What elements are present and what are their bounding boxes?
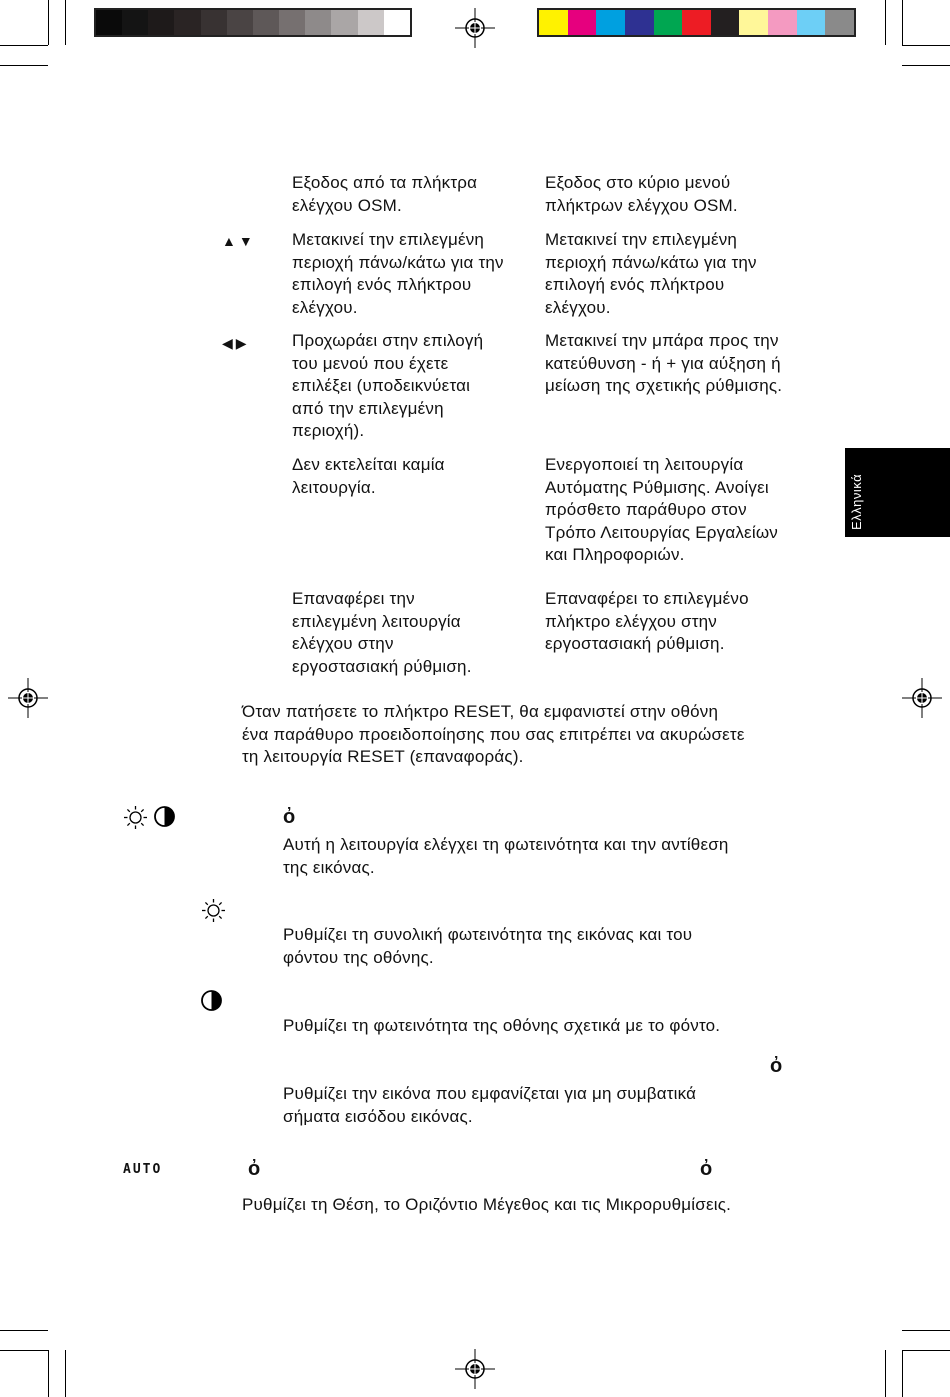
registration-target-icon	[902, 678, 942, 718]
calibration-swatch	[253, 10, 279, 35]
calibration-swatch	[825, 10, 854, 35]
table-cell-menu-function	[545, 454, 778, 567]
text-line: τη λειτουργία RESET (επαναφοράς).	[242, 747, 524, 766]
accent-mark: ὀ	[770, 1055, 783, 1077]
text-line: ένα παράθυρο προειδοποίησης που σας επιτρέπει να ακυρώσετε	[242, 724, 745, 744]
text-line: ελέγχου στην	[292, 634, 394, 653]
table-cell-osm-function	[292, 172, 477, 217]
text-line: Τρόπο Λειτουργίας Εργαλείων	[545, 522, 778, 542]
text-line: Επαναφέρει το επιλεγμένο	[545, 589, 749, 608]
registration-target-icon	[8, 678, 48, 718]
calibration-swatch	[201, 10, 227, 35]
text-line: Επαναφέρει την	[292, 589, 415, 608]
text-line: Αυτόματης Ρύθμισης. Ανοίγει	[545, 477, 769, 497]
contrast-icon	[153, 805, 176, 828]
text-line: πρόσθετο παράθυρο στον	[545, 500, 747, 519]
accent-mark: ὀ	[283, 806, 296, 828]
registration-target-icon	[455, 1349, 495, 1389]
calibration-swatch	[539, 10, 568, 35]
accent-mark: ὀ	[700, 1158, 713, 1180]
text-line: Ρυθμίζει τη Θέση, το Οριζόντιο Μέγεθος και τις Μικρορυθμίσεις.	[242, 1195, 732, 1214]
color-calibration-bar	[537, 8, 856, 37]
text-line: σήματα εισόδου εικόνας.	[283, 1106, 473, 1126]
left-right-arrows-icon: ◀▶	[222, 335, 250, 351]
contrast-icon	[200, 989, 223, 1012]
registration-target-icon	[455, 8, 495, 48]
calibration-swatch	[96, 10, 122, 35]
calibration-swatch	[739, 10, 768, 35]
table-cell-menu-function	[545, 330, 782, 398]
text-line: εργοστασιακή ρύθμιση.	[545, 634, 725, 653]
auto-icon: AUTO	[123, 1162, 163, 1177]
brightness-contrast-description	[283, 834, 729, 879]
calibration-swatch	[122, 10, 148, 35]
text-line: Δεν εκτελείται καμία	[292, 455, 445, 474]
calibration-swatch	[148, 10, 174, 35]
calibration-swatch	[279, 10, 305, 35]
calibration-swatch	[797, 10, 826, 35]
table-cell-osm-function	[292, 454, 445, 499]
text-line: Μετακινεί την μπάρα προς την	[545, 331, 779, 350]
calibration-swatch	[711, 10, 740, 35]
text-line: Μετακινεί την επιλεγμένη	[292, 230, 485, 249]
language-side-tab	[845, 448, 950, 537]
text-line: περιοχή πάνω/κάτω για την	[545, 252, 757, 272]
calibration-swatch	[384, 10, 410, 35]
text-line: και Πληροφοριών.	[545, 545, 685, 564]
accent-mark: ὀ	[248, 1158, 261, 1180]
text-line: εργοστασιακή ρύθμιση.	[292, 656, 472, 676]
text-line: ελέγχου OSM.	[292, 195, 402, 215]
auto-contrast-description	[283, 1083, 696, 1128]
text-line: επιλέξει (υποδεικνύεται	[292, 376, 471, 395]
table-cell-menu-function	[545, 172, 738, 217]
text-line: επιλογή ενός πλήκτρου	[545, 275, 725, 294]
grayscale-calibration-bar	[94, 8, 412, 37]
reset-note	[242, 701, 745, 769]
calibration-swatch	[358, 10, 384, 35]
text-line: από την επιλεγμένη	[292, 398, 444, 418]
calibration-swatch	[625, 10, 654, 35]
text-line: επιλογή ενός πλήκτρου	[292, 275, 472, 294]
text-line: πλήκτρων ελέγχου OSM.	[545, 195, 738, 215]
text-line: Ενεργοποιεί τη λειτουργία	[545, 455, 744, 474]
text-line: λειτουργία.	[292, 477, 376, 497]
calibration-swatch	[596, 10, 625, 35]
text-line: Ρυθμίζει τη φωτεινότητα της οθόνης σχετικά με το φόντο.	[283, 1016, 721, 1035]
text-line: περιοχή πάνω/κάτω για την	[292, 252, 504, 272]
text-line: Εξοδος από τα πλήκτρα	[292, 173, 478, 192]
text-line: της εικόνας.	[283, 857, 375, 877]
table-cell-osm-function	[292, 330, 483, 443]
calibration-swatch	[682, 10, 711, 35]
text-line: Προχωράει στην επιλογή	[292, 331, 484, 350]
text-line: περιοχή).	[292, 421, 365, 440]
text-line: φόντου της οθόνης.	[283, 947, 434, 967]
calibration-swatch	[768, 10, 797, 35]
calibration-swatch	[305, 10, 331, 35]
text-line: Όταν πατήσετε το πλήκτρο RESET, θα εμφανιστεί στην οθόνη	[242, 702, 719, 721]
language-label: Ελληνικά	[849, 473, 864, 530]
calibration-swatch	[654, 10, 683, 35]
up-down-arrows-icon: ▲▼	[222, 233, 256, 249]
text-line: πλήκτρο ελέγχου στην	[545, 611, 718, 631]
text-line: Μετακινεί την επιλεγμένη	[545, 230, 738, 249]
text-line: Αυτή η λειτουργία ελέγχει τη φωτεινότητα και την αντίθεση	[283, 835, 729, 854]
text-line: Ρυθμίζει την εικόνα που εμφανίζεται για μη συμβατικά	[283, 1084, 697, 1103]
text-line: Εξοδος στο κύριο μενού	[545, 173, 731, 192]
calibration-swatch	[227, 10, 253, 35]
brightness-icon	[123, 805, 148, 830]
text-line: ελέγχου.	[292, 297, 358, 317]
brightness-icon	[201, 898, 226, 923]
table-cell-osm-function	[292, 588, 472, 678]
brightness-description	[283, 924, 692, 969]
calibration-swatch	[174, 10, 200, 35]
contrast-description	[283, 1015, 720, 1038]
text-line: Ρυθμίζει τη συνολική φωτεινότητα της εικόνας και του	[283, 925, 693, 944]
text-line: του μενού που έχετε	[292, 353, 449, 373]
table-cell-menu-function	[545, 588, 749, 656]
text-line: μείωση της σχετικής ρύθμισης.	[545, 376, 783, 395]
calibration-swatch	[568, 10, 597, 35]
text-line: κατεύθυνση - ή + για αύξηση ή	[545, 353, 781, 373]
table-cell-menu-function	[545, 229, 757, 319]
auto-adjust-description	[242, 1194, 731, 1217]
table-cell-osm-function	[292, 229, 504, 319]
text-line: ελέγχου.	[545, 297, 611, 317]
text-line: επιλεγμένη λειτουργία	[292, 611, 461, 631]
calibration-swatch	[331, 10, 357, 35]
